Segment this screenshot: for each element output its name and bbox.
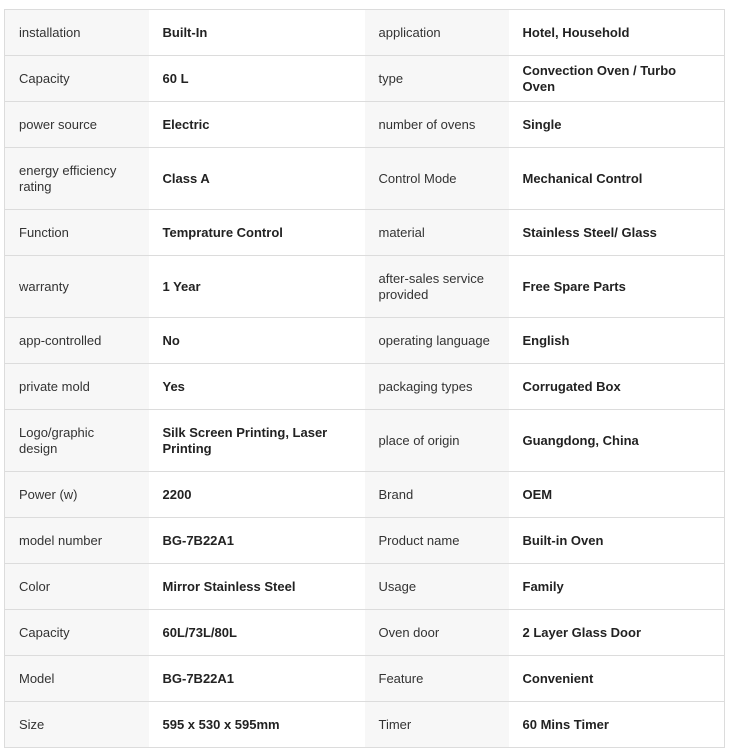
spec-label: warranty [5, 256, 149, 318]
spec-value: Class A [149, 148, 365, 210]
spec-value: 60L/73L/80L [149, 610, 365, 656]
spec-value: Mirror Stainless Steel [149, 564, 365, 610]
spec-label: Oven door [365, 610, 509, 656]
table-row [5, 610, 725, 656]
spec-value: Single [509, 102, 725, 148]
spec-value: 595 x 530 x 595mm [149, 702, 365, 748]
spec-label: private mold [5, 364, 149, 410]
spec-label: operating language [365, 318, 509, 364]
product-specifications-table [4, 9, 725, 748]
spec-label: after-sales service provided [365, 256, 509, 318]
spec-label: Color [5, 564, 149, 610]
spec-label: type [365, 56, 509, 102]
spec-value: OEM [509, 472, 725, 518]
table-row [5, 364, 725, 410]
spec-label: Control Mode [365, 148, 509, 210]
spec-value: 60 L [149, 56, 365, 102]
spec-label: Power (w) [5, 472, 149, 518]
table-row [5, 472, 725, 518]
table-row [5, 10, 725, 56]
spec-label: power source [5, 102, 149, 148]
table-row [5, 656, 725, 702]
spec-label: material [365, 210, 509, 256]
spec-value: Temprature Control [149, 210, 365, 256]
spec-label: energy efficiency rating [5, 148, 149, 210]
spec-value: Built-in Oven [509, 518, 725, 564]
table-row [5, 702, 725, 748]
spec-value: Mechanical Control [509, 148, 725, 210]
spec-value: Convenient [509, 656, 725, 702]
spec-value: Built-In [149, 10, 365, 56]
table-row [5, 518, 725, 564]
table-row [5, 256, 725, 318]
table-row [5, 210, 725, 256]
spec-label: Function [5, 210, 149, 256]
spec-value: Corrugated Box [509, 364, 725, 410]
spec-value: Silk Screen Printing, Laser Printing [149, 410, 365, 472]
spec-value: 1 Year [149, 256, 365, 318]
spec-value: Hotel, Household [509, 10, 725, 56]
spec-label: place of origin [365, 410, 509, 472]
spec-label: Product name [365, 518, 509, 564]
spec-value: No [149, 318, 365, 364]
table-row [5, 102, 725, 148]
spec-value: 2200 [149, 472, 365, 518]
spec-label: Logo/graphic design [5, 410, 149, 472]
spec-label: Brand [365, 472, 509, 518]
spec-label: application [365, 10, 509, 56]
spec-value: English [509, 318, 725, 364]
spec-value: Family [509, 564, 725, 610]
spec-label: Model [5, 656, 149, 702]
spec-value: Guangdong, China [509, 410, 725, 472]
spec-value: BG-7B22A1 [149, 656, 365, 702]
spec-label: installation [5, 10, 149, 56]
spec-label: packaging types [365, 364, 509, 410]
spec-value: 60 Mins Timer [509, 702, 725, 748]
spec-value: Yes [149, 364, 365, 410]
spec-label: Usage [365, 564, 509, 610]
spec-label: Size [5, 702, 149, 748]
spec-label: model number [5, 518, 149, 564]
spec-value: Electric [149, 102, 365, 148]
spec-label: Timer [365, 702, 509, 748]
table-row [5, 410, 725, 472]
spec-value: 2 Layer Glass Door [509, 610, 725, 656]
spec-value: Free Spare Parts [509, 256, 725, 318]
spec-label: Capacity [5, 56, 149, 102]
table-row [5, 148, 725, 210]
spec-label: Capacity [5, 610, 149, 656]
table-row [5, 56, 725, 102]
table-row [5, 318, 725, 364]
spec-value: Stainless Steel/ Glass [509, 210, 725, 256]
spec-value: Convection Oven / Turbo Oven [509, 56, 725, 102]
spec-label: number of ovens [365, 102, 509, 148]
spec-label: Feature [365, 656, 509, 702]
spec-label: app-controlled [5, 318, 149, 364]
spec-value: BG-7B22A1 [149, 518, 365, 564]
table-row [5, 564, 725, 610]
